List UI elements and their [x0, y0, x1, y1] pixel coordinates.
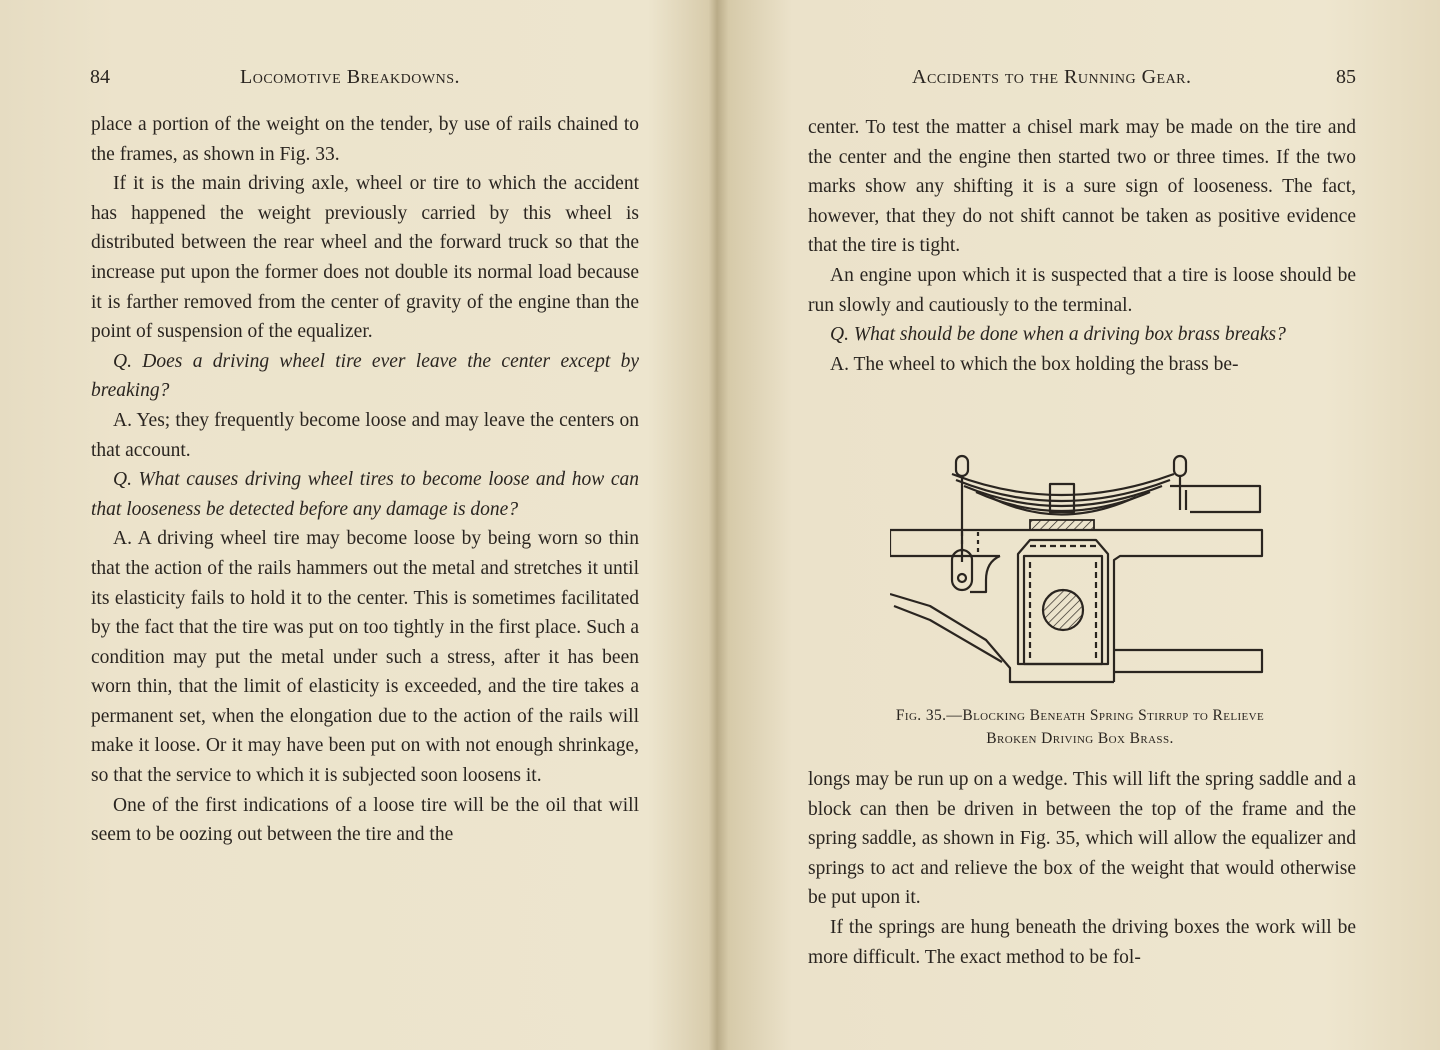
running-head: Accidents to the Running Gear.	[912, 66, 1192, 88]
paragraph: If it is the main driving axle, wheel or tire to which the accident has happened the weight previously carried by this wheel is distributed between the rear wheel and the forward truck so that the increase put upon the former does not double its normal load because it is farther removed from the center of gravity of the engine than the point of suspension of the equalizer.	[91, 173, 639, 343]
caption-line: Fig. 35.—Blocking Beneath Spring Stirrup to Relieve	[895, 707, 1265, 724]
answer: A. Yes; they frequently become loose and may leave the centers on that account.	[91, 409, 639, 461]
paragraph: longs may be run up on a wedge. This will lift the spring saddle and a block can then be driven in between the top of the frame and the spring saddle, as shown in Fig. 35, which will allow the equalizer and springs to act and relieve the box of the weight that would otherwise be put upon it.	[808, 769, 1356, 909]
body-text	[91, 110, 639, 850]
question: Q. What causes driving wheel tires to become loose and how can that looseness be detected before any damage is done?	[91, 469, 639, 520]
paragraph: center. To test the matter a chisel mark may be made on the tire and the center and the engine then started two or three times. If the two marks show any shifting it is a sure sign of looseness. The fact, however, that they do not shift cannot be taken as positive evidence that the tire is tight.	[808, 117, 1356, 257]
caption-line: Broken Driving Box Brass.	[986, 730, 1174, 747]
running-head: Locomotive Breakdowns.	[240, 66, 460, 88]
figure-35-drawing	[890, 450, 1270, 700]
question: Q. What should be done when a driving box brass breaks?	[830, 324, 1286, 346]
answer: A. A driving wheel tire may become loose by being worn so thin that the action of the rails hammers out the metal and stretches it until its elasticity fails to hold it to the center. This is sometimes facilitated by the fact that the tire was put on too tightly in the first place. Such a condition may put the metal under such a stress, after it has been worn thin, that the limit of elasticity is exceeded, and the tire takes a permanent set, when the elongation due to the action of the rails will make it loose. Or it may have been put on with not enough shrinkage, so that the service to which it is subjected soon loosens it.	[91, 528, 639, 787]
paragraph: If the springs are hung beneath the driving boxes the work will be more difficult. The exact method to be fol-	[808, 916, 1356, 968]
page-number: 84	[90, 66, 110, 88]
body-text-top	[808, 113, 1356, 379]
paragraph: An engine upon which it is suspected that a tire is loose should be run slowly and cautiously to the terminal.	[808, 264, 1356, 316]
left-page	[0, 0, 718, 1050]
figure-caption	[800, 704, 1360, 750]
paragraph: One of the first indications of a loose tire will be the oil that will seem to be oozing out between the tire and the	[91, 794, 639, 846]
body-text-bottom	[808, 765, 1356, 972]
paragraph: place a portion of the weight on the tender, by use of rails chained to the frames, as shown in Fig. 33.	[91, 114, 639, 165]
page-number: 85	[1336, 66, 1356, 88]
answer: A. The wheel to which the box holding the brass be-	[830, 353, 1239, 375]
right-page	[722, 0, 1440, 1050]
question: Q. Does a driving wheel tire ever leave the center except by breaking?	[91, 350, 639, 402]
